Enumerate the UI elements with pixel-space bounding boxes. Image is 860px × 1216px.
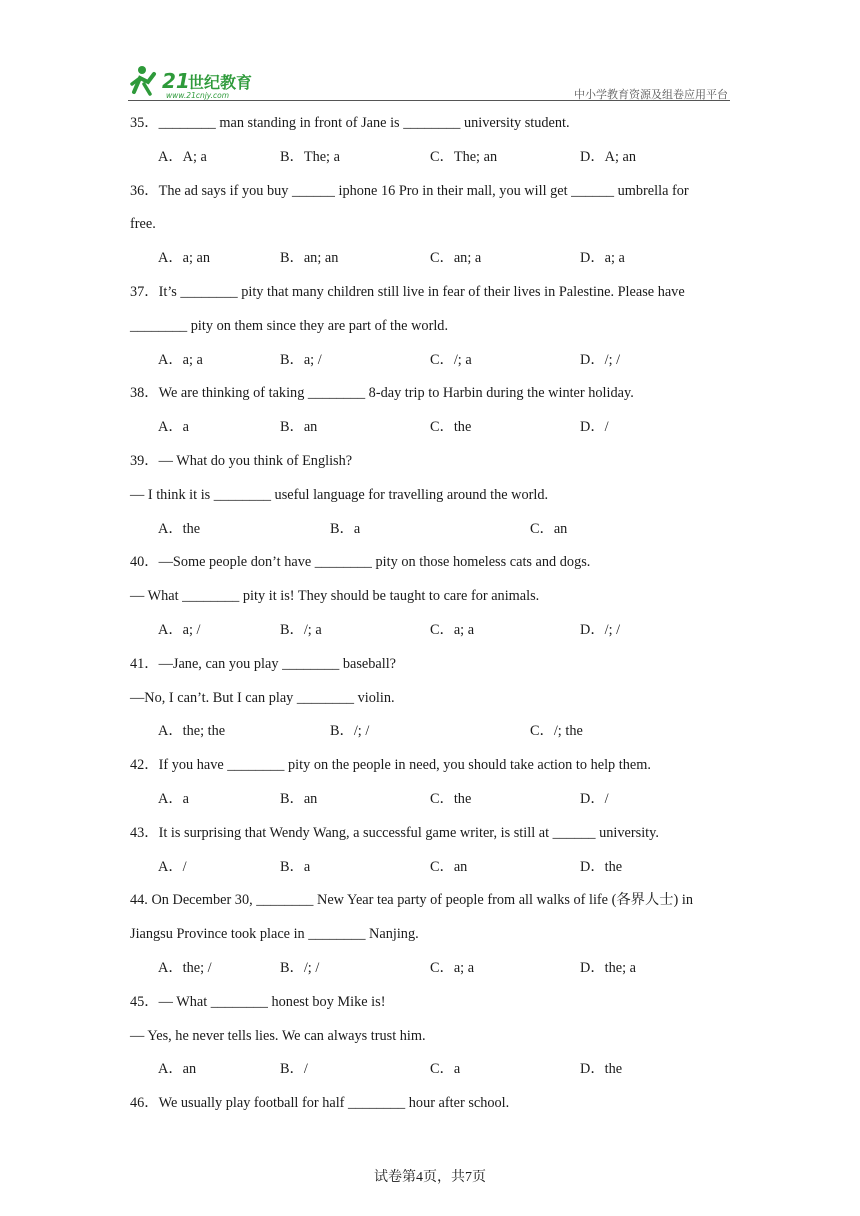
answer-option[interactable]: B．/; a	[280, 621, 322, 638]
answer-option[interactable]: B．/; /	[280, 959, 320, 976]
answer-option[interactable]: D．a; a	[580, 250, 625, 267]
answer-option[interactable]: A．a; an	[158, 250, 211, 267]
question-item	[130, 1088, 736, 1122]
answer-option[interactable]: C．a; a	[430, 959, 475, 976]
answer-option[interactable]: A．a	[158, 419, 189, 436]
question-stem: 37．It’s ________ pity that many children still live in fear of their lives in Palestine. Please have	[130, 283, 685, 300]
svg-text:www.21cnjy.com: www.21cnjy.com	[166, 91, 230, 100]
options-row	[130, 412, 736, 446]
answer-option[interactable]: B．/; /	[330, 723, 370, 740]
answer-option[interactable]: A．A; a	[158, 148, 207, 165]
question-item	[130, 547, 736, 648]
question-stem-continued: — Yes, he never tells lies. We can always trust him.	[130, 1027, 426, 1044]
question-stem-continued: free.	[130, 216, 156, 233]
answer-option[interactable]: B．a	[330, 520, 361, 537]
options-row	[130, 1054, 736, 1088]
question-item	[130, 378, 736, 446]
answer-option[interactable]: A．an	[158, 1061, 197, 1078]
answer-option[interactable]: B．an	[280, 790, 318, 807]
question-stem: 44. On December 30, ________ New Year tea party of people from all walks of life (各界人士) in	[130, 892, 693, 909]
question-stem: 35．________ man standing in front of Jane is ________ university student.	[130, 115, 570, 131]
options-row	[130, 142, 736, 176]
header-platform-text: 中小学教育资源及组卷应用平台	[574, 88, 728, 101]
question-item	[130, 446, 736, 547]
answer-option[interactable]: D．the; a	[580, 959, 636, 976]
header-divider	[128, 100, 730, 101]
answer-option[interactable]: B．The; a	[280, 148, 340, 165]
question-stem: 46．We usually play football for half ________ hour after school.	[130, 1095, 510, 1112]
answer-option[interactable]: D．the	[580, 1061, 623, 1078]
question-stem-continued: — I think it is ________ useful language for travelling around the world.	[130, 486, 549, 503]
svg-text:世纪教育: 世纪教育	[188, 73, 253, 92]
answer-option[interactable]: C．the	[430, 419, 472, 436]
question-stem: 42．If you have ________ pity on the people in need, you should take action to help them.	[130, 757, 651, 774]
question-stem: 40．—Some people don’t have ________ pity on those homeless cats and dogs.	[130, 554, 591, 571]
answer-option[interactable]: A．the; the	[158, 723, 226, 740]
question-stem: 39．— What do you think of English?	[130, 452, 353, 469]
question-stem-continued: Jiangsu Province took place in ________ Nanjing.	[130, 926, 419, 943]
question-item	[130, 277, 736, 378]
question-stem: 43．It is surprising that Wendy Wang, a successful game writer, is still at ______ university.	[130, 824, 659, 841]
answer-option[interactable]: D．/; /	[580, 351, 621, 368]
answer-option[interactable]: A．the	[158, 520, 201, 537]
options-row	[130, 953, 736, 987]
options-row	[130, 716, 736, 750]
question-stem: 38．We are thinking of taking ________ 8-day trip to Harbin during the winter holiday.	[130, 385, 634, 402]
question-stem: 41．—Jane, can you play ________ baseball?	[130, 655, 397, 672]
options-row	[130, 514, 736, 548]
answer-option[interactable]: C．an; a	[430, 250, 482, 267]
answer-option[interactable]: A．a	[158, 790, 189, 807]
question-stem-continued: —No, I can’t. But I can play ________ violin.	[130, 689, 395, 706]
answer-option[interactable]: B．a; /	[280, 351, 322, 368]
answer-option[interactable]: D．/; /	[580, 621, 621, 638]
question-item	[130, 750, 736, 818]
answer-option[interactable]: D．/	[580, 419, 609, 436]
question-stem-continued: — What ________ pity it is! They should be taught to care for animals.	[130, 588, 540, 605]
answer-option[interactable]: A．/	[158, 858, 187, 875]
answer-option[interactable]: C．the	[430, 790, 472, 807]
answer-option[interactable]: C．The; an	[430, 148, 498, 165]
page-footer: 试卷第4页，共7页	[374, 1170, 486, 1185]
logo-21cnjy-icon	[128, 62, 268, 100]
answer-option[interactable]: C．/; a	[430, 351, 472, 368]
options-row	[130, 345, 736, 379]
answer-option[interactable]: C．/; the	[530, 723, 583, 740]
page-header	[128, 62, 730, 102]
answer-option[interactable]: A．a; a	[158, 351, 203, 368]
answer-option[interactable]: C．a	[430, 1061, 461, 1078]
options-row	[130, 243, 736, 277]
question-item	[130, 108, 736, 176]
answer-option[interactable]: A．a; /	[158, 621, 201, 638]
answer-option[interactable]: C．an	[430, 858, 468, 875]
answer-option[interactable]: C．a; a	[430, 621, 475, 638]
answer-option[interactable]: B．an; an	[280, 250, 339, 267]
answer-option[interactable]: B．an	[280, 419, 318, 436]
question-item	[130, 176, 736, 277]
answer-option[interactable]: A．the; /	[158, 959, 212, 976]
answer-option[interactable]: D．A; an	[580, 148, 636, 165]
question-item	[130, 818, 736, 886]
answer-option[interactable]: D．the	[580, 858, 623, 875]
answer-option[interactable]: B．/	[280, 1061, 308, 1078]
options-row	[130, 784, 736, 818]
question-item	[130, 987, 736, 1088]
question-item	[130, 649, 736, 750]
options-row	[130, 615, 736, 649]
question-stem-continued: ________ pity on them since they are part of the world.	[130, 317, 449, 334]
question-list	[130, 108, 736, 1122]
answer-option[interactable]: D．/	[580, 790, 609, 807]
question-item	[130, 885, 736, 986]
question-stem: 45．— What ________ honest boy Mike is!	[130, 993, 386, 1010]
answer-option[interactable]: C．an	[530, 520, 568, 537]
question-stem: 36．The ad says if you buy ______ iphone 16 Pro in their mall, you will get ______ umbrella for	[130, 182, 689, 199]
options-row	[130, 852, 736, 886]
svg-text:21: 21	[162, 69, 190, 93]
answer-option[interactable]: B．a	[280, 858, 311, 875]
